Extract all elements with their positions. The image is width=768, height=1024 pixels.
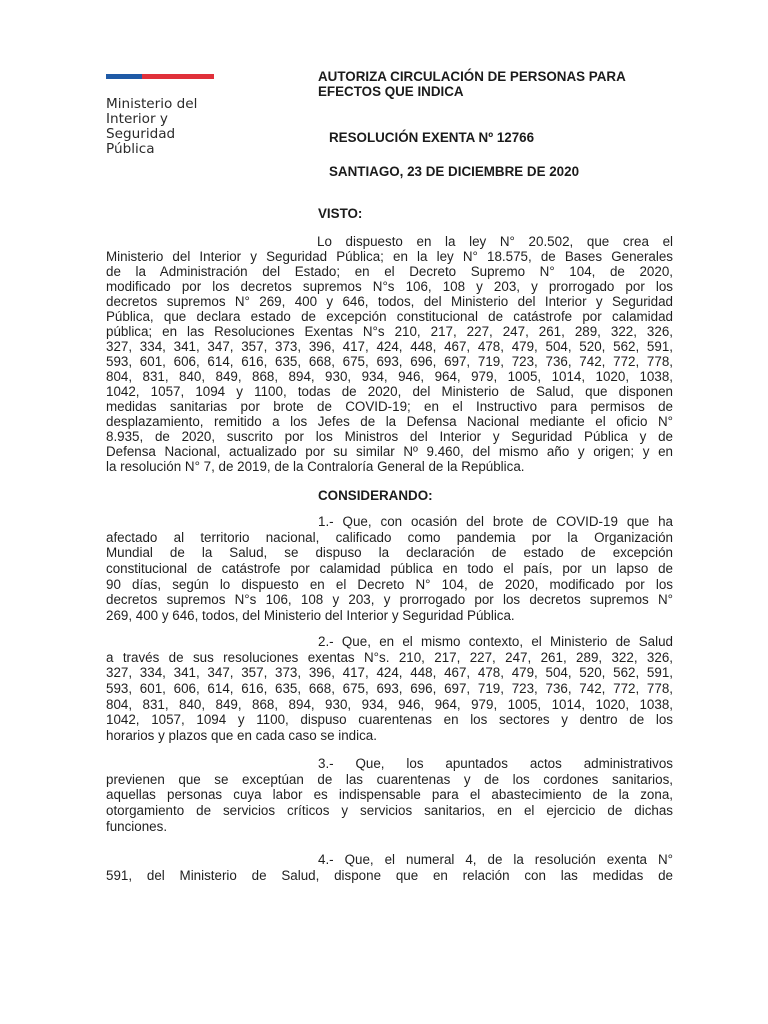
paragraph-line: funciones.: [106, 818, 168, 834]
paragraph-line: pública; en las Resoluciones Exentas N°s 210, 217, 227, 247, 261, 289, 322, 326,: [106, 324, 673, 339]
considerando-paragraph-3: [106, 756, 673, 834]
paragraph-line: 4.- Que, el numeral 4, de la resolución exenta N°: [318, 852, 673, 867]
considerando-paragraph-4: [106, 852, 673, 884]
paragraph-line: 1042, 1057, 1094 y 1100, dispuso cuarentenas en los sectores y dentro de los: [106, 712, 673, 728]
visto-heading: VISTO:: [318, 206, 363, 221]
paragraph-line: 327, 334, 341, 347, 357, 373, 396, 417, 424, 448, 467, 478, 479, 504, 520, 562, 591,: [106, 665, 673, 681]
paragraph-line: Lo dispuesto en la ley N° 20.502, que crea el: [317, 234, 673, 249]
resolution-number: RESOLUCIÓN EXENTA Nº 12766: [329, 130, 535, 145]
paragraph-line: Mundial de la Salud, se dispuso la declaración de estado de excepción: [106, 545, 673, 561]
document-date: SANTIAGO, 23 DE DICIEMBRE DE 2020: [329, 164, 580, 179]
paragraph-line: medidas sanitarias por brote de COVID-19; en el Instructivo para permisos de: [106, 399, 673, 414]
logo-color-bar: [106, 74, 214, 79]
considerando-paragraph-2: [106, 634, 673, 744]
paragraph-line: horarios y plazos que en cada caso se indica.: [106, 728, 377, 744]
paragraph-line: 90 días, según lo dispuesto en el Decreto N° 104, de 2020, modificado por los: [106, 576, 673, 592]
paragraph-line: aquellas personas cuya labor es indispensable para el abastecimiento de la zona,: [106, 787, 673, 803]
paragraph-line: Pública, que declara estado de excepción constitucional de catástrofe por calamidad: [106, 309, 673, 324]
paragraph-line: 2.- Que, en el mismo contexto, el Ministerio de Salud: [318, 634, 673, 649]
paragraph-line: 269, 400 y 646, todos, del Ministerio del Interior y Seguridad Pública.: [106, 608, 515, 624]
ministry-name: [106, 97, 216, 157]
considerando-paragraph-1: [106, 514, 673, 624]
paragraph-line: 3.- Que, los apuntados actos administrativos: [318, 756, 673, 771]
paragraph-line: la resolución N° 7, de 2019, de la Contraloría General de la República.: [106, 459, 525, 474]
visto-paragraph: [106, 234, 673, 474]
paragraph-line: 8.935, de 2020, suscrito por los Ministros del Interior y Seguridad Pública y de: [106, 429, 673, 444]
paragraph-line: otorgamiento de servicios críticos y servicios sanitarios, en el ejercicio de dichas: [106, 803, 673, 819]
paragraph-line: Defensa Nacional, actualizado por su similar Nº 9.460, del mismo año y origen; y en: [106, 444, 673, 459]
paragraph-line: 804, 831, 840, 849, 868, 894, 930, 934, 946, 964, 979, 1005, 1014, 1020, 1038,: [106, 696, 673, 712]
paragraph-line: de la Administración del Estado; en el Decreto Supremo N° 104, de 2020,: [106, 264, 673, 279]
paragraph-line: a través de sus resoluciones exentas N°s. 210, 217, 227, 247, 261, 289, 322, 326,: [106, 649, 673, 665]
paragraph-line: 1.- Que, con ocasión del brote de COVID-19 que ha: [318, 514, 673, 529]
paragraph-line: constitucional de catástrofe por calamidad pública en todo el país, por un lapso de: [106, 561, 673, 577]
title-line: AUTORIZA CIRCULACIÓN DE PERSONAS PARA: [318, 69, 626, 84]
paragraph-line: 804, 831, 840, 849, 868, 894, 930, 934, 946, 964, 979, 1005, 1014, 1020, 1038,: [106, 369, 673, 384]
logo-bar-red: [142, 74, 214, 79]
paragraph-line: 593, 601, 606, 614, 616, 635, 668, 675, 693, 696, 697, 719, 723, 736, 742, 772, 778,: [106, 681, 673, 697]
ministry-name-line: Ministerio del: [106, 96, 198, 112]
ministry-name-line: Seguridad: [106, 126, 176, 142]
paragraph-line: decretos supremos N° 269, 400 y 646, todos, del Ministerio del Interior y Seguridad: [106, 294, 673, 309]
paragraph-line: decretos supremos N°s 106, 108 y 203, y prorrogado por los decretos supremos N°: [106, 592, 673, 608]
paragraph-line: previenen que se exceptúan de las cuarentenas y de los cordones sanitarios,: [106, 771, 673, 787]
ministry-name-line: Interior y: [106, 111, 168, 127]
paragraph-line: Ministerio del Interior y Seguridad Pública; en la ley N° 18.575, de Bases Generales: [106, 249, 673, 264]
paragraph-line: afectado al territorio nacional, calificado como pandemia por la Organización: [106, 529, 673, 545]
document-title: [318, 69, 698, 99]
paragraph-line: desplazamiento, remitido a los Jefes de la Defensa Nacional mediante el oficio N°: [106, 414, 673, 429]
ministry-name-line: Pública: [106, 141, 155, 157]
paragraph-line: 593, 601, 606, 614, 616, 635, 668, 675, 693, 696, 697, 719, 723, 736, 742, 772, 778,: [106, 354, 673, 369]
paragraph-line: 591, del Ministerio de Salud, dispone que en relación con las medidas de: [106, 868, 673, 883]
ministry-logo: [106, 74, 216, 157]
paragraph-line: modificado por los decretos supremos N°s 106, 108 y 203, y prorrogado por los: [106, 279, 673, 294]
logo-bar-blue: [106, 74, 142, 79]
considerando-heading: CONSIDERANDO:: [318, 488, 433, 503]
paragraph-line: 327, 334, 341, 347, 357, 373, 396, 417, 424, 448, 467, 478, 479, 504, 520, 562, 591,: [106, 339, 673, 354]
title-line: EFECTOS QUE INDICA: [318, 84, 464, 99]
paragraph-line: 1042, 1057, 1094 y 1100, todas de 2020, del Ministerio de Salud, que disponen: [106, 384, 673, 399]
